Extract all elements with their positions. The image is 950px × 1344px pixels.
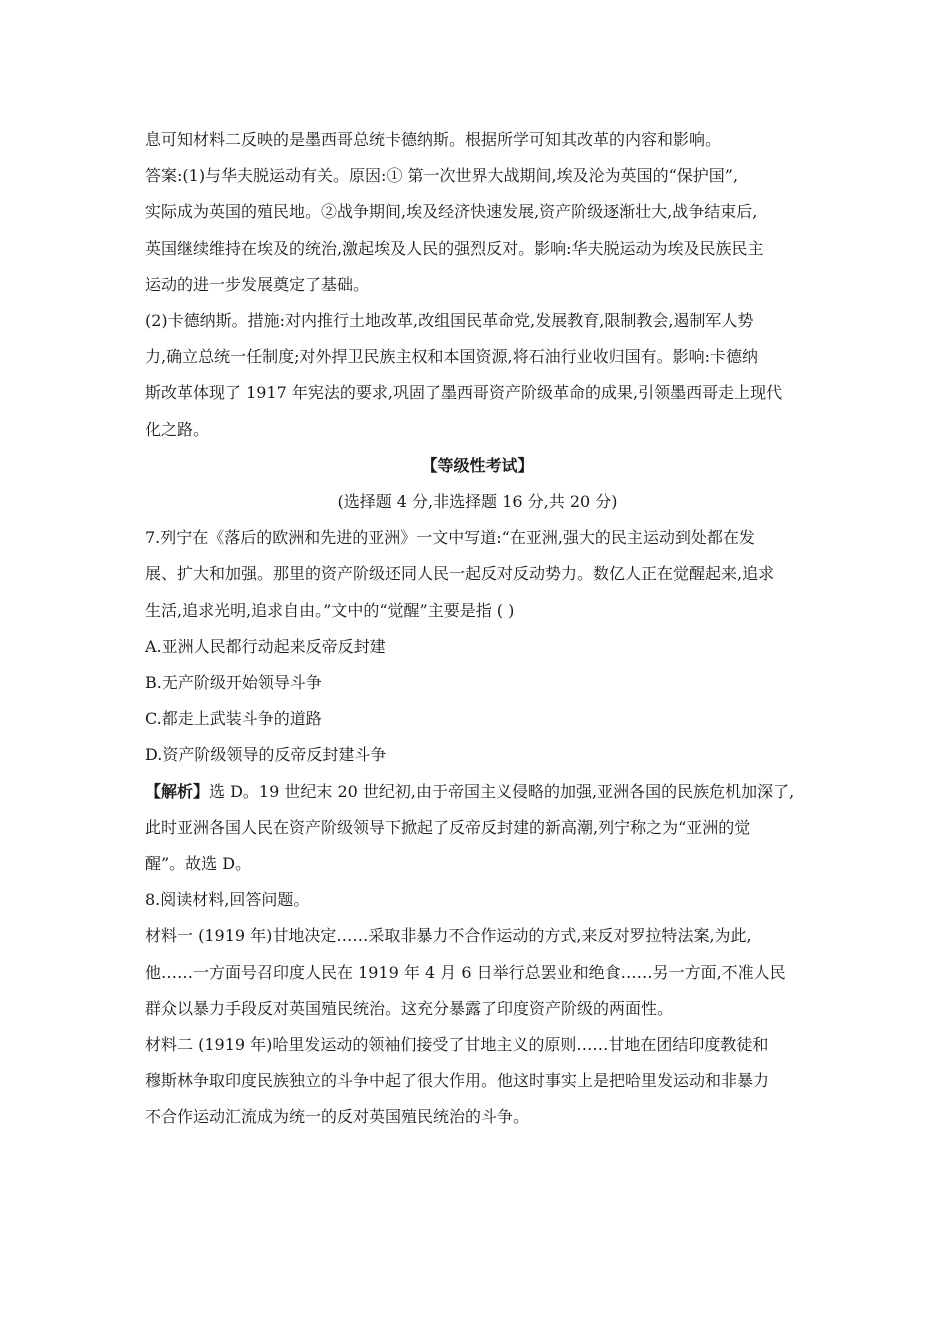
material-1-line: 群众以暴力手段反对英国殖民统治。这充分暴露了印度资产阶级的两面性。 — [145, 998, 674, 1018]
question-stem-line: 7.列宁在《落后的欧洲和先进的亚洲》一文中写道:“在亚洲,强大的民主运动到处都在发 — [145, 528, 755, 548]
option-a: A.亚洲人民都行动起来反帝反封建 — [145, 636, 386, 656]
option-c: C.都走上武装斗争的道路 — [145, 709, 322, 729]
analysis-line: 醒”。故选 D。 — [145, 854, 252, 874]
question-stem-line: 生活,追求光明,追求自由。”文中的“觉醒”主要是指 ( ) — [145, 600, 515, 620]
text-line: 答案:(1)与华夫脱运动有关。原因:① 第一次世界大战期间,埃及沦为英国的“保护国”, — [145, 166, 739, 186]
option-d: D.资产阶级领导的反帝反封建斗争 — [145, 745, 387, 765]
text-line: 斯改革体现了 1917 年宪法的要求,巩固了墨西哥资产阶级革命的成果,引领墨西哥走上现代 — [145, 383, 783, 403]
analysis-label: 【解析】 — [145, 781, 210, 801]
text-line: 力,确立总统一任制度;对外捍卫民族主权和本国资源,将石油行业收归国有。影响:卡德纳 — [145, 347, 758, 367]
analysis-line — [145, 774, 810, 810]
material-2-line: 穆斯林争取印度民族独立的斗争中起了很大作用。他这时事实上是把哈里发运动和非暴力 — [145, 1071, 770, 1091]
question-stem: 8.阅读材料,回答问题。 — [145, 890, 310, 910]
material-2-line: 不合作运动汇流成为统一的反对英国殖民统治的斗争。 — [145, 1107, 530, 1127]
section-header — [145, 448, 810, 520]
question-8 — [145, 882, 810, 1135]
material-1-line: 他……一方面号召印度人民在 1919 年 4 月 6 日举行总罢业和绝食……另一方面,不准人民 — [145, 962, 786, 982]
material-2-line: 材料二 (1919 年)哈里发运动的领袖们接受了甘地主义的原则……甘地在团结印度教徒和 — [145, 1035, 769, 1055]
analysis-text: 选 D。19 世纪末 20 世纪初,由于帝国主义侵略的加强,亚洲各国的民族危机加深了, — [209, 781, 795, 801]
material-1-line: 材料一 (1919 年)甘地决定……采取非暴力不合作运动的方式,来反对罗拉特法案,为此, — [145, 926, 752, 946]
option-b: B.无产阶级开始领导斗争 — [145, 673, 322, 693]
text-line: (2)卡德纳斯。措施:对内推行土地改革,改组国民革命党,发展教育,限制教会,遏制军人势 — [145, 311, 754, 331]
text-line: 息可知材料二反映的是墨西哥总统卡德纳斯。根据所学可知其改革的内容和影响。 — [145, 130, 722, 149]
text-line: 英国继续维持在埃及的统治,激起埃及人民的强烈反对。影响:华夫脱运动为埃及民族民主 — [145, 238, 764, 258]
previous-answer-block — [145, 122, 810, 448]
question-7 — [145, 520, 810, 882]
text-line: 实际成为英国的殖民地。②战争期间,埃及经济快速发展,资产阶级逐渐壮大,战争结束后, — [145, 202, 758, 222]
question-stem-line: 展、扩大和加强。那里的资产阶级还同人民一起反对反动势力。数亿人正在觉醒起来,追求 — [145, 564, 775, 584]
analysis-line: 此时亚洲各国人民在资产阶级领导下掀起了反帝反封建的新高潮,列宁称之为“亚洲的觉 — [145, 817, 751, 837]
section-title: 【等级性考试】 — [421, 455, 534, 475]
section-subtitle: (选择题 4 分,非选择题 16 分,共 20 分) — [337, 492, 618, 512]
text-line: 化之路。 — [145, 419, 210, 439]
document-page — [145, 122, 810, 1136]
text-line: 运动的进一步发展奠定了基础。 — [145, 274, 370, 294]
